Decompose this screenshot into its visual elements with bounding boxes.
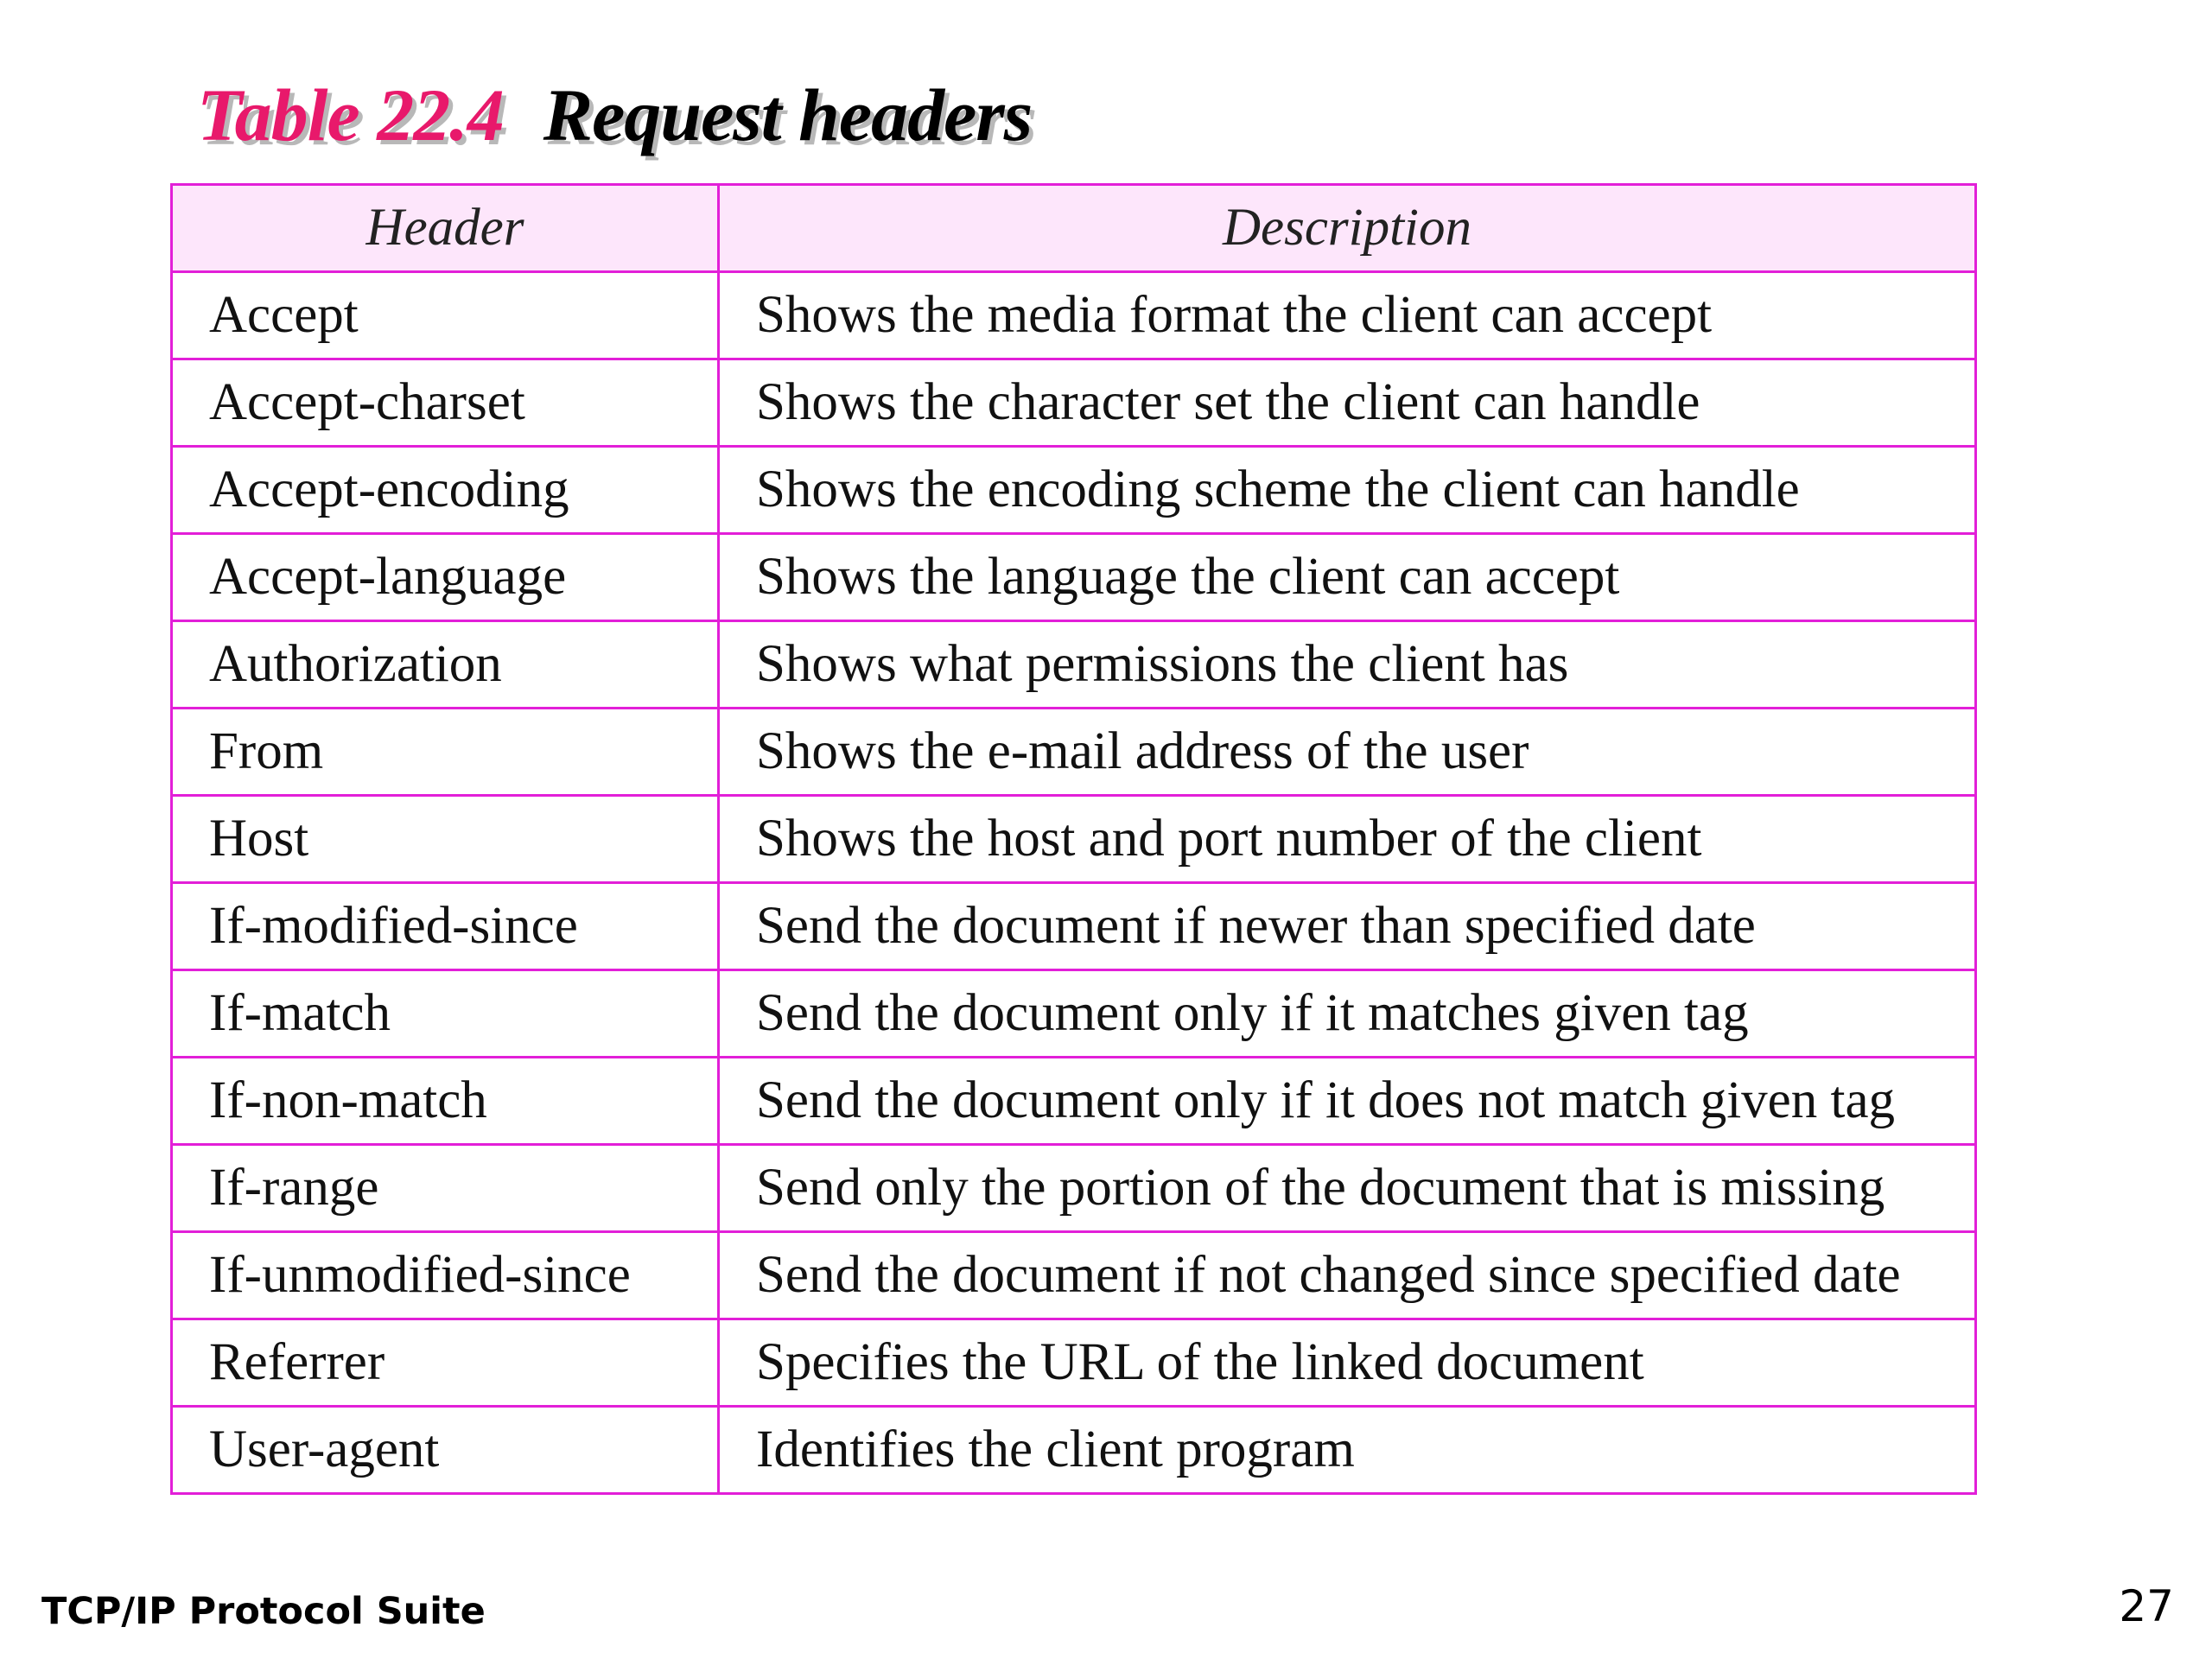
description-cell: Send only the portion of the document that is missing [719, 1145, 1976, 1232]
description-cell: Shows the encoding scheme the client can handle [719, 447, 1976, 534]
description-cell: Shows the e-mail address of the user [719, 709, 1976, 796]
description-cell: Shows what permissions the client has [719, 621, 1976, 709]
description-cell: Identifies the client program [719, 1407, 1976, 1494]
description-cell: Send the document if not changed since specified date [719, 1232, 1976, 1319]
header-name-cell: If-modified-since [172, 883, 719, 970]
table-number: Table 22.4 [197, 73, 504, 156]
table-row [172, 970, 1976, 1058]
table-row [172, 1145, 1976, 1232]
description-cell: Specifies the URL of the linked document [719, 1319, 1976, 1407]
table-row [172, 621, 1976, 709]
table-row [172, 359, 1976, 447]
header-name-cell: Accept-encoding [172, 447, 719, 534]
header-name-cell: Referrer [172, 1319, 719, 1407]
header-name-cell: From [172, 709, 719, 796]
slide-title [197, 67, 1032, 162]
column-header-description: Description [719, 185, 1976, 272]
table-row [172, 796, 1976, 883]
table-row [172, 1232, 1976, 1319]
header-name-cell: If-unmodified-since [172, 1232, 719, 1319]
table-row [172, 534, 1976, 621]
page-number: 27 [2119, 1581, 2174, 1631]
header-name-cell: Accept [172, 272, 719, 359]
description-cell: Shows the character set the client can handle [719, 359, 1976, 447]
table-header-row [172, 185, 1976, 272]
header-name-cell: Accept-language [172, 534, 719, 621]
table-title: Request headers [543, 73, 1033, 156]
header-name-cell: Accept-charset [172, 359, 719, 447]
description-cell: Shows the host and port number of the client [719, 796, 1976, 883]
description-cell: Send the document only if it matches given tag [719, 970, 1976, 1058]
column-header-header: Header [172, 185, 719, 272]
table-row [172, 1319, 1976, 1407]
footer-course-title: TCP/IP Protocol Suite [41, 1590, 486, 1633]
header-name-cell: If-non-match [172, 1058, 719, 1145]
table-row [172, 1407, 1976, 1494]
header-name-cell: Host [172, 796, 719, 883]
table-row [172, 447, 1976, 534]
table-row [172, 709, 1976, 796]
description-cell: Shows the language the client can accept [719, 534, 1976, 621]
table-row [172, 1058, 1976, 1145]
description-cell: Shows the media format the client can accept [719, 272, 1976, 359]
header-name-cell: Authorization [172, 621, 719, 709]
description-cell: Send the document only if it does not match given tag [719, 1058, 1976, 1145]
header-name-cell: If-range [172, 1145, 719, 1232]
request-headers-table [170, 183, 1977, 1495]
description-cell: Send the document if newer than specified date [719, 883, 1976, 970]
header-name-cell: If-match [172, 970, 719, 1058]
table-row [172, 883, 1976, 970]
table-row [172, 272, 1976, 359]
header-name-cell: User-agent [172, 1407, 719, 1494]
